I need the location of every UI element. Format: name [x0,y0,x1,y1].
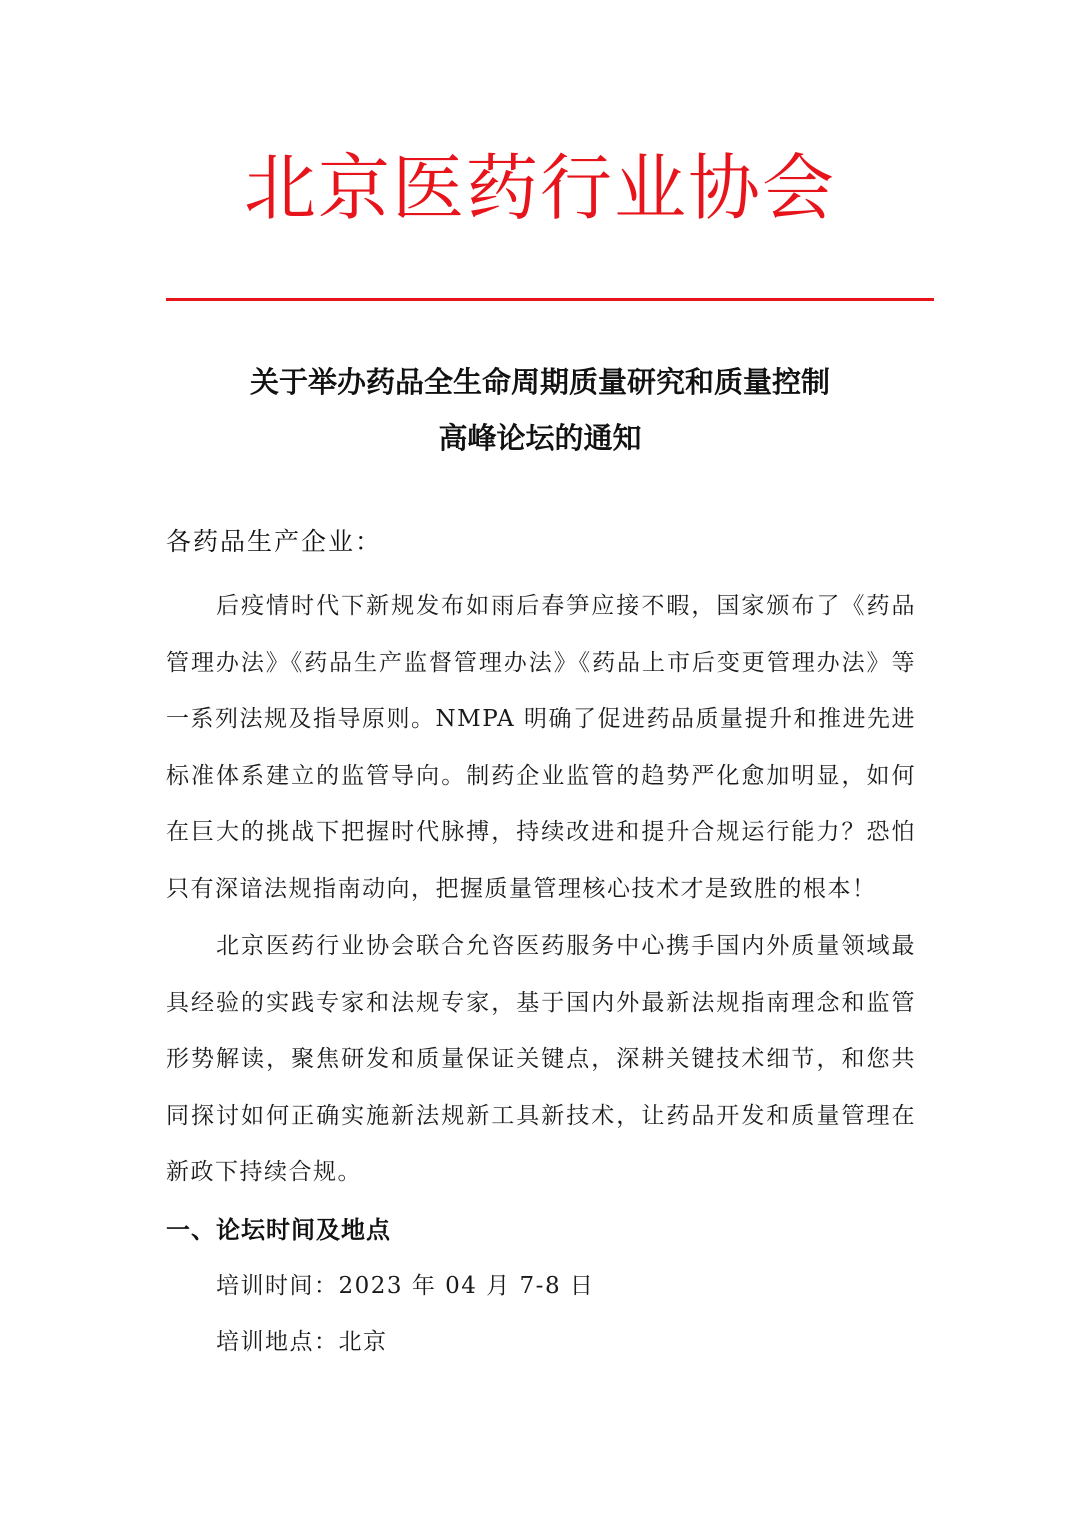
training-place-line [216,1320,388,1364]
training-place-value: 北京 [338,1329,388,1355]
notice-title-line-1: 关于举办药品全生命周期质量研究和质量控制 [249,365,830,399]
training-time-line [216,1264,594,1308]
body-paragraph-2: 北京医药行业协会联合允咨医药服务中心携手国内外质量领域最具经验的实践专家和法规专家，基于国内外最新法规指南理念和监管形势解读，聚焦研发和质量保证关键点，深耕关键技术细节，和您共同探讨如何正确实施新法规新工具新技术，让药品开发和质量管理在新政下持续合规。 [166,933,916,1185]
training-time-value: 2023 年 04 月 7-8 日 [338,1273,595,1299]
letterhead-divider [166,298,934,301]
body-paragraph-1: 后疫情时代下新规发布如雨后春笋应接不暇，国家颁布了《药品管理办法》《药品生产监督管理办法》《药品上市后变更管理办法》等一系列法规及指导原则。NMPA 明确了促进药品质量提升和推进先进标准体系建立的监管导向。制药企业监管的趋势严化愈加明显，如何在巨大的挑战下把握时代脉搏，持续改进和提升合规运行能力？恐怕只有深谙法规指南动向，把握质量管理核心技术才是致胜的根本！ [166,593,916,902]
section-heading-time-place: 一、论坛时间及地点 [166,1216,391,1244]
letterhead-org-name: 北京医药行业协会 [243,146,836,230]
notice-title-line-2: 高峰论坛的通知 [438,421,642,455]
training-place-label: 培训地点： [216,1329,339,1355]
training-time-label: 培训时间： [216,1273,339,1299]
salutation: 各药品生产企业： [166,527,383,556]
